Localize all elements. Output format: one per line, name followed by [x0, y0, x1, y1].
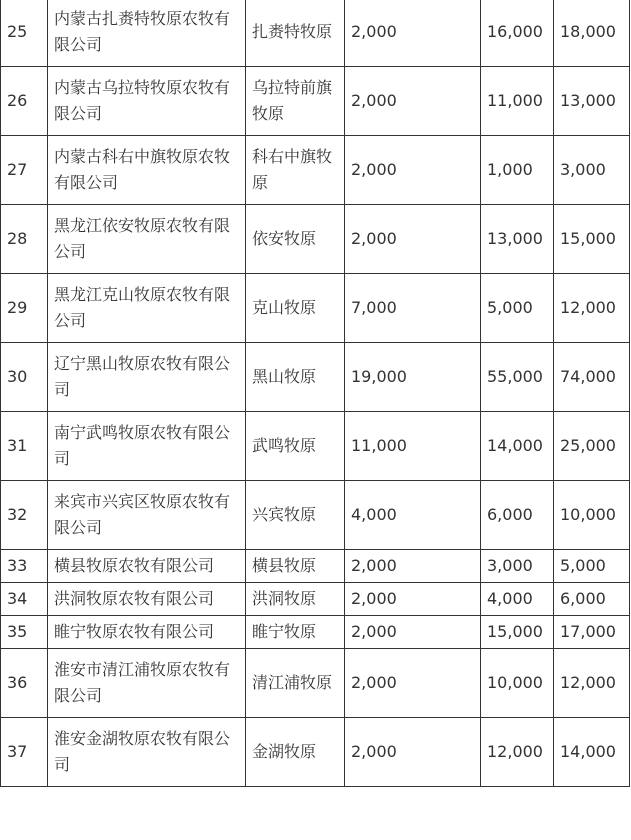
value-1-cell: 2,000 — [345, 718, 481, 787]
value-3-cell: 6,000 — [554, 583, 630, 616]
value-3-cell: 10,000 — [554, 481, 630, 550]
row-index-cell: 26 — [1, 67, 48, 136]
value-2-cell: 11,000 — [481, 67, 554, 136]
value-3-cell: 17,000 — [554, 616, 630, 649]
farm-name-cell: 依安牧原 — [246, 205, 345, 274]
value-2-cell: 12,000 — [481, 718, 554, 787]
value-1-cell: 2,000 — [345, 583, 481, 616]
farm-name-cell: 黑山牧原 — [246, 343, 345, 412]
value-3-cell: 15,000 — [554, 205, 630, 274]
farm-name-cell: 洪洞牧原 — [246, 583, 345, 616]
table-row — [1, 718, 630, 787]
company-name-cell: 来宾市兴宾区牧原农牧有限公司 — [48, 481, 246, 550]
row-index-cell: 36 — [1, 649, 48, 718]
row-index-cell: 33 — [1, 550, 48, 583]
value-2-cell: 14,000 — [481, 412, 554, 481]
table-row — [1, 616, 630, 649]
value-2-cell: 3,000 — [481, 550, 554, 583]
company-name-cell: 淮安金湖牧原农牧有限公司 — [48, 718, 246, 787]
table-row — [1, 67, 630, 136]
value-3-cell: 25,000 — [554, 412, 630, 481]
value-3-cell: 74,000 — [554, 343, 630, 412]
farm-name-cell: 克山牧原 — [246, 274, 345, 343]
table-row — [1, 274, 630, 343]
value-2-cell: 16,000 — [481, 0, 554, 67]
row-index-cell: 32 — [1, 481, 48, 550]
value-1-cell: 11,000 — [345, 412, 481, 481]
value-2-cell: 1,000 — [481, 136, 554, 205]
value-2-cell: 15,000 — [481, 616, 554, 649]
company-name-cell: 辽宁黑山牧原农牧有限公司 — [48, 343, 246, 412]
value-3-cell: 5,000 — [554, 550, 630, 583]
company-name-cell: 横县牧原农牧有限公司 — [48, 550, 246, 583]
farm-name-cell: 武鸣牧原 — [246, 412, 345, 481]
company-name-cell: 内蒙古科右中旗牧原农牧有限公司 — [48, 136, 246, 205]
company-name-cell: 南宁武鸣牧原农牧有限公司 — [48, 412, 246, 481]
value-3-cell: 3,000 — [554, 136, 630, 205]
row-index-cell: 30 — [1, 343, 48, 412]
value-1-cell: 2,000 — [345, 616, 481, 649]
value-2-cell: 55,000 — [481, 343, 554, 412]
table-row — [1, 136, 630, 205]
row-index-cell: 35 — [1, 616, 48, 649]
company-name-cell: 内蒙古乌拉特牧原农牧有限公司 — [48, 67, 246, 136]
company-name-cell: 洪洞牧原农牧有限公司 — [48, 583, 246, 616]
value-1-cell: 2,000 — [345, 0, 481, 67]
table-row — [1, 649, 630, 718]
farm-name-cell: 兴宾牧原 — [246, 481, 345, 550]
value-1-cell: 2,000 — [345, 205, 481, 274]
table-row — [1, 0, 630, 67]
row-index-cell: 27 — [1, 136, 48, 205]
value-3-cell: 14,000 — [554, 718, 630, 787]
farm-name-cell: 科右中旗牧原 — [246, 136, 345, 205]
row-index-cell: 28 — [1, 205, 48, 274]
value-1-cell: 2,000 — [345, 136, 481, 205]
row-index-cell: 34 — [1, 583, 48, 616]
value-1-cell: 2,000 — [345, 649, 481, 718]
farm-name-cell: 金湖牧原 — [246, 718, 345, 787]
value-1-cell: 2,000 — [345, 67, 481, 136]
value-1-cell: 19,000 — [345, 343, 481, 412]
value-2-cell: 4,000 — [481, 583, 554, 616]
company-name-cell: 黑龙江依安牧原农牧有限公司 — [48, 205, 246, 274]
table-body — [1, 0, 630, 787]
value-2-cell: 13,000 — [481, 205, 554, 274]
value-2-cell: 6,000 — [481, 481, 554, 550]
table-row — [1, 583, 630, 616]
table-row — [1, 550, 630, 583]
company-name-cell: 黑龙江克山牧原农牧有限公司 — [48, 274, 246, 343]
farm-name-cell: 清江浦牧原 — [246, 649, 345, 718]
table-row — [1, 343, 630, 412]
farm-name-cell: 睢宁牧原 — [246, 616, 345, 649]
value-3-cell: 18,000 — [554, 0, 630, 67]
company-name-cell: 内蒙古扎赉特牧原农牧有限公司 — [48, 0, 246, 67]
value-2-cell: 5,000 — [481, 274, 554, 343]
value-1-cell: 2,000 — [345, 550, 481, 583]
row-index-cell: 29 — [1, 274, 48, 343]
company-name-cell: 睢宁牧原农牧有限公司 — [48, 616, 246, 649]
farm-name-cell: 扎赉特牧原 — [246, 0, 345, 67]
row-index-cell: 31 — [1, 412, 48, 481]
row-index-cell: 37 — [1, 718, 48, 787]
table-row — [1, 481, 630, 550]
table-row — [1, 205, 630, 274]
value-1-cell: 4,000 — [345, 481, 481, 550]
value-3-cell: 13,000 — [554, 67, 630, 136]
table-row — [1, 412, 630, 481]
farm-name-cell: 乌拉特前旗牧原 — [246, 67, 345, 136]
farm-name-cell: 横县牧原 — [246, 550, 345, 583]
company-name-cell: 淮安市清江浦牧原农牧有限公司 — [48, 649, 246, 718]
value-2-cell: 10,000 — [481, 649, 554, 718]
value-3-cell: 12,000 — [554, 649, 630, 718]
value-3-cell: 12,000 — [554, 274, 630, 343]
row-index-cell: 25 — [1, 0, 48, 67]
value-1-cell: 7,000 — [345, 274, 481, 343]
